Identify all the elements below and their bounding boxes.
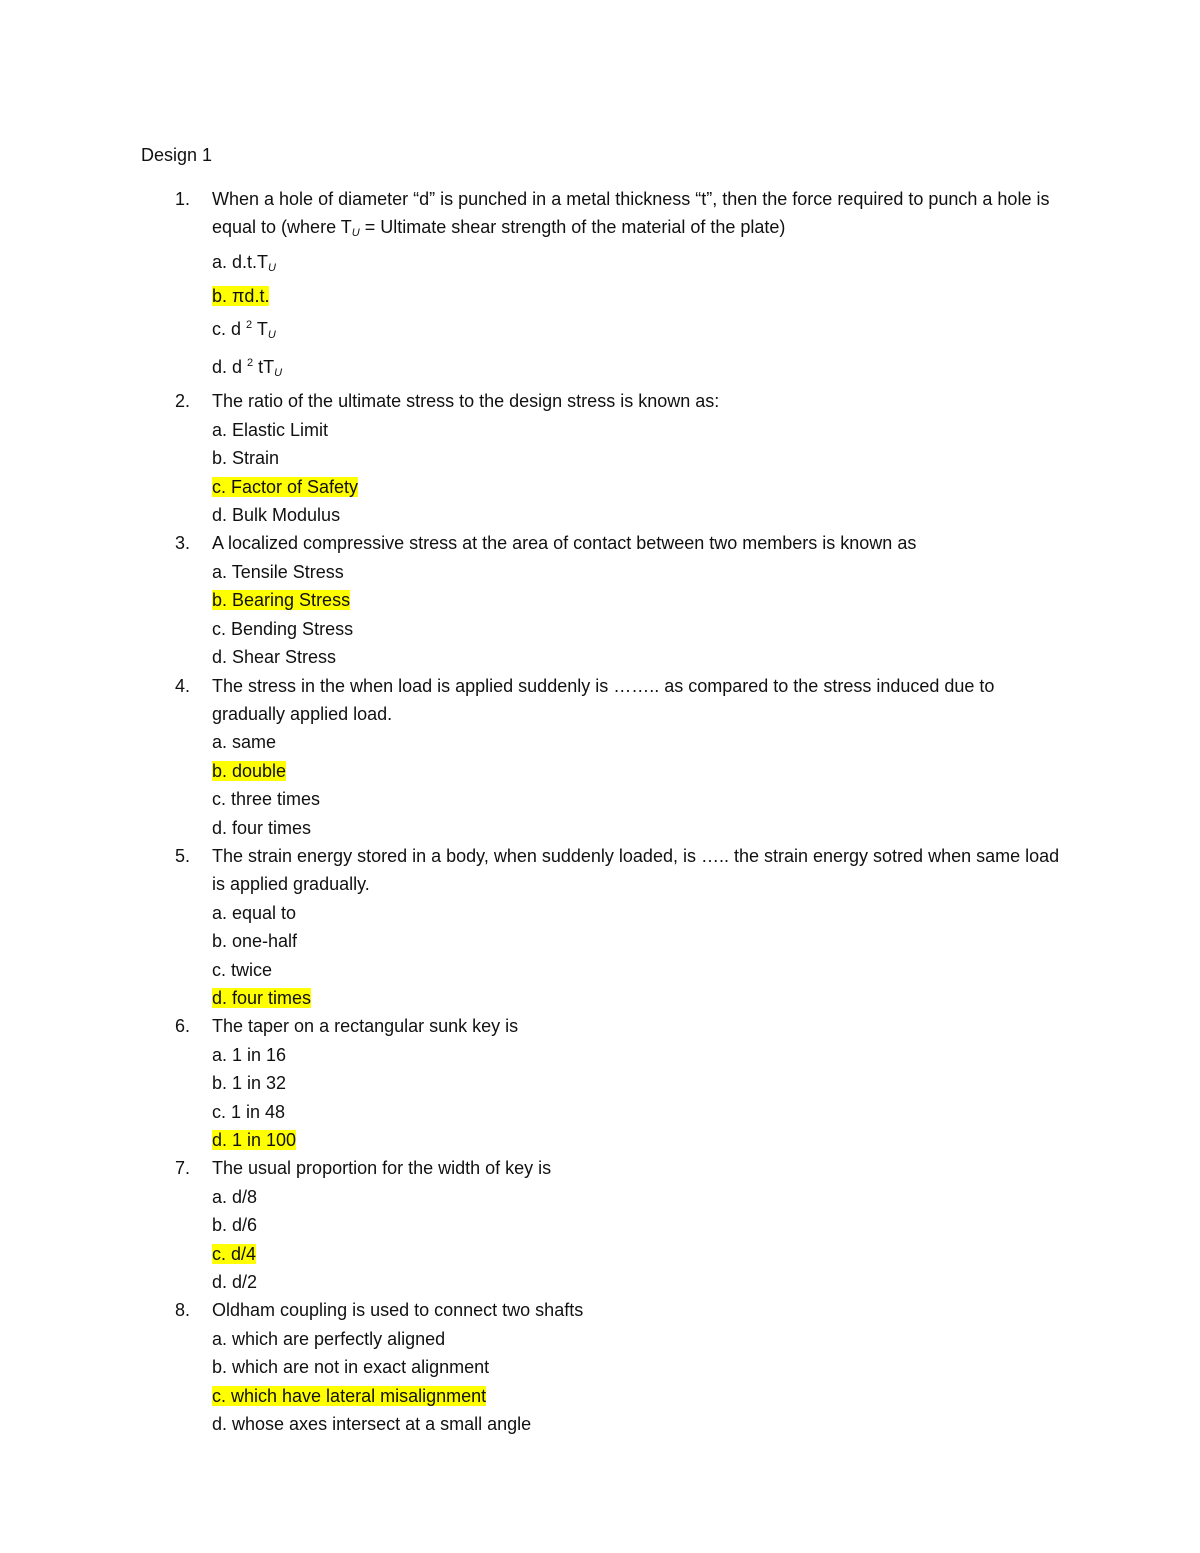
option: [212, 615, 1071, 643]
question-text-main: The taper on a rectangular sunk key is: [212, 1016, 519, 1037]
option-label: b. 1 in 32: [212, 1073, 287, 1094]
option-label: b. which are not in exact alignment: [212, 1357, 490, 1378]
option-text: [212, 562, 344, 582]
option: [212, 349, 1071, 387]
option-label: a. d/8: [212, 1186, 258, 1207]
subscript: U: [267, 328, 276, 341]
option-text: [212, 931, 297, 951]
subscript: U: [274, 367, 283, 380]
option-highlighted-answer: [212, 473, 1071, 501]
option-text: [212, 1272, 257, 1292]
question-text: [212, 185, 1071, 248]
option-text: [212, 1130, 296, 1150]
document-title: Design 1: [141, 145, 213, 165]
question-text: [212, 529, 1071, 557]
option-text: [212, 357, 283, 380]
option-text: [212, 1386, 486, 1406]
option-text: [212, 1357, 489, 1377]
question-text-main: When a hole of diameter “d” is punched in a metal thickness “t”, then the force required to punch a hole is equal to (where T: [212, 189, 1050, 238]
option-label: d. Shear Stress: [212, 647, 337, 668]
option-label: c. twice: [212, 959, 273, 980]
option-highlighted-answer: [212, 586, 1071, 614]
option-label: c. three times: [212, 789, 321, 810]
question-item: [141, 529, 1071, 671]
option-text: [212, 647, 336, 667]
option-label: d. 1 in 100: [212, 1130, 297, 1150]
question-number: 7.: [175, 1158, 191, 1179]
option-highlighted-answer: [212, 1126, 1071, 1154]
option-highlighted-answer: [212, 984, 1071, 1012]
option: [212, 728, 1071, 756]
question-text: [212, 1012, 1071, 1040]
option-label: d. whose axes intersect at a small angle: [212, 1414, 532, 1435]
option: [212, 1410, 1071, 1438]
question-number: 2.: [175, 391, 191, 412]
question-text: [212, 1296, 1071, 1324]
option-label: a. 1 in 16: [212, 1044, 287, 1065]
option-highlighted-answer: [212, 282, 1071, 310]
option: [212, 1098, 1071, 1126]
option-label: c. which have lateral misalignment: [212, 1385, 487, 1406]
option-text: [212, 732, 276, 752]
option: [212, 927, 1071, 955]
option-label: c. d/4: [212, 1243, 257, 1264]
option-text: [212, 1244, 256, 1264]
option-text: [212, 818, 311, 838]
question-number: 4.: [175, 675, 191, 696]
option-text: [212, 761, 286, 781]
question-item: [141, 672, 1071, 842]
option-highlighted-answer: [212, 1240, 1071, 1268]
question-number: 3.: [175, 533, 191, 554]
option-text: [212, 1215, 257, 1235]
option-label: b. double: [212, 760, 287, 781]
question-text-main: The stress in the when load is applied suddenly is …….. as compared to the stress induced due to gradually applied load.: [212, 675, 995, 724]
option-text: [212, 1329, 445, 1349]
option-label: c. Factor of Safety: [212, 476, 359, 497]
option: [212, 1325, 1071, 1353]
question-list: [141, 185, 1071, 1438]
option-label: a. Elastic Limit: [212, 419, 329, 440]
question-item: [141, 1012, 1071, 1154]
question-item: [141, 387, 1071, 529]
option-label: d. d/2: [212, 1272, 258, 1293]
option-text: [212, 903, 296, 923]
option: [212, 1069, 1071, 1097]
question-text-main: A localized compressive stress at the area of contact between two members is known as: [212, 533, 917, 554]
option-label: d. four times: [212, 987, 312, 1008]
superscript: 2: [247, 357, 254, 370]
subscript: U: [268, 261, 276, 274]
option-text: [212, 1073, 286, 1093]
option-text: [212, 590, 350, 610]
question-number: 8.: [175, 1300, 191, 1321]
question-number: 6.: [175, 1016, 191, 1037]
option-label: b. πd.t.: [212, 286, 270, 307]
option-label: c. Bending Stress: [212, 618, 354, 639]
option: [212, 643, 1071, 671]
option-highlighted-answer: [212, 757, 1071, 785]
option-label: d. Bulk Modulus: [212, 505, 341, 526]
question-item: [141, 185, 1071, 387]
question-text-end: = Ultimate shear strength of the material of the plate): [359, 217, 786, 238]
question-text-main: The strain energy stored in a body, when suddenly loaded, is ….. the strain energy sotred when same load is applied gradually.: [212, 845, 1060, 895]
option-label: a. same: [212, 732, 277, 753]
option-label: c. d: [212, 318, 247, 339]
option: [212, 501, 1071, 529]
option: [212, 899, 1071, 927]
option-highlighted-answer: [212, 1382, 1071, 1410]
option-text: [212, 1045, 286, 1065]
question-item: [141, 842, 1071, 1012]
option-text: [212, 420, 328, 440]
option: [212, 1183, 1071, 1211]
option: [212, 1268, 1071, 1296]
option-label: b. d/6: [212, 1215, 258, 1236]
option: [212, 956, 1071, 984]
option-label-after: tT: [253, 357, 275, 378]
question-number: 5.: [175, 845, 191, 866]
question-item: [141, 1154, 1071, 1296]
option-text: [212, 448, 279, 468]
question-text-main: The ratio of the ultimate stress to the design stress is known as:: [212, 391, 720, 412]
option: [212, 1041, 1071, 1069]
option-text: [212, 477, 358, 497]
option: [212, 814, 1071, 842]
option-text: [212, 1187, 257, 1207]
option: [212, 785, 1071, 813]
question-text: [212, 672, 1071, 729]
option-label: a. which are perfectly aligned: [212, 1328, 446, 1349]
option-text: [212, 960, 272, 980]
option-label: d. d: [212, 357, 248, 378]
option-text: [212, 988, 311, 1008]
option-label: c. 1 in 48: [212, 1101, 286, 1122]
option: [212, 248, 1071, 282]
option-text: [212, 619, 353, 639]
option-text: [212, 286, 269, 306]
option-text: [212, 319, 276, 339]
question-text-main: The usual proportion for the width of key is: [212, 1158, 552, 1179]
option-label: d. four times: [212, 817, 312, 838]
option-text: [212, 252, 276, 272]
option: [212, 416, 1071, 444]
option-text: [212, 505, 340, 525]
option-label-after: T: [252, 318, 268, 339]
option: [212, 1211, 1071, 1239]
question-text: [212, 842, 1071, 899]
option-text: [212, 1414, 531, 1434]
question-item: [141, 1296, 1071, 1438]
option-text: [212, 1102, 285, 1122]
question-text-main: Oldham coupling is used to connect two shafts: [212, 1300, 584, 1321]
option-label: b. Bearing Stress: [212, 590, 351, 611]
option: [212, 444, 1071, 472]
option: [212, 558, 1071, 586]
option: [212, 311, 1071, 349]
question-text: [212, 387, 1071, 415]
option-label: b. one-half: [212, 931, 298, 952]
question-number: 1.: [175, 189, 191, 209]
option-label: a. d.t.T: [212, 251, 269, 272]
option-label: a. equal to: [212, 902, 297, 923]
subscript: U: [351, 227, 360, 240]
question-text: [212, 1154, 1071, 1182]
option-label: b. Strain: [212, 448, 280, 469]
option-text: [212, 789, 320, 809]
option: [212, 1353, 1071, 1381]
superscript: 2: [246, 318, 253, 331]
option-label: a. Tensile Stress: [212, 561, 344, 582]
